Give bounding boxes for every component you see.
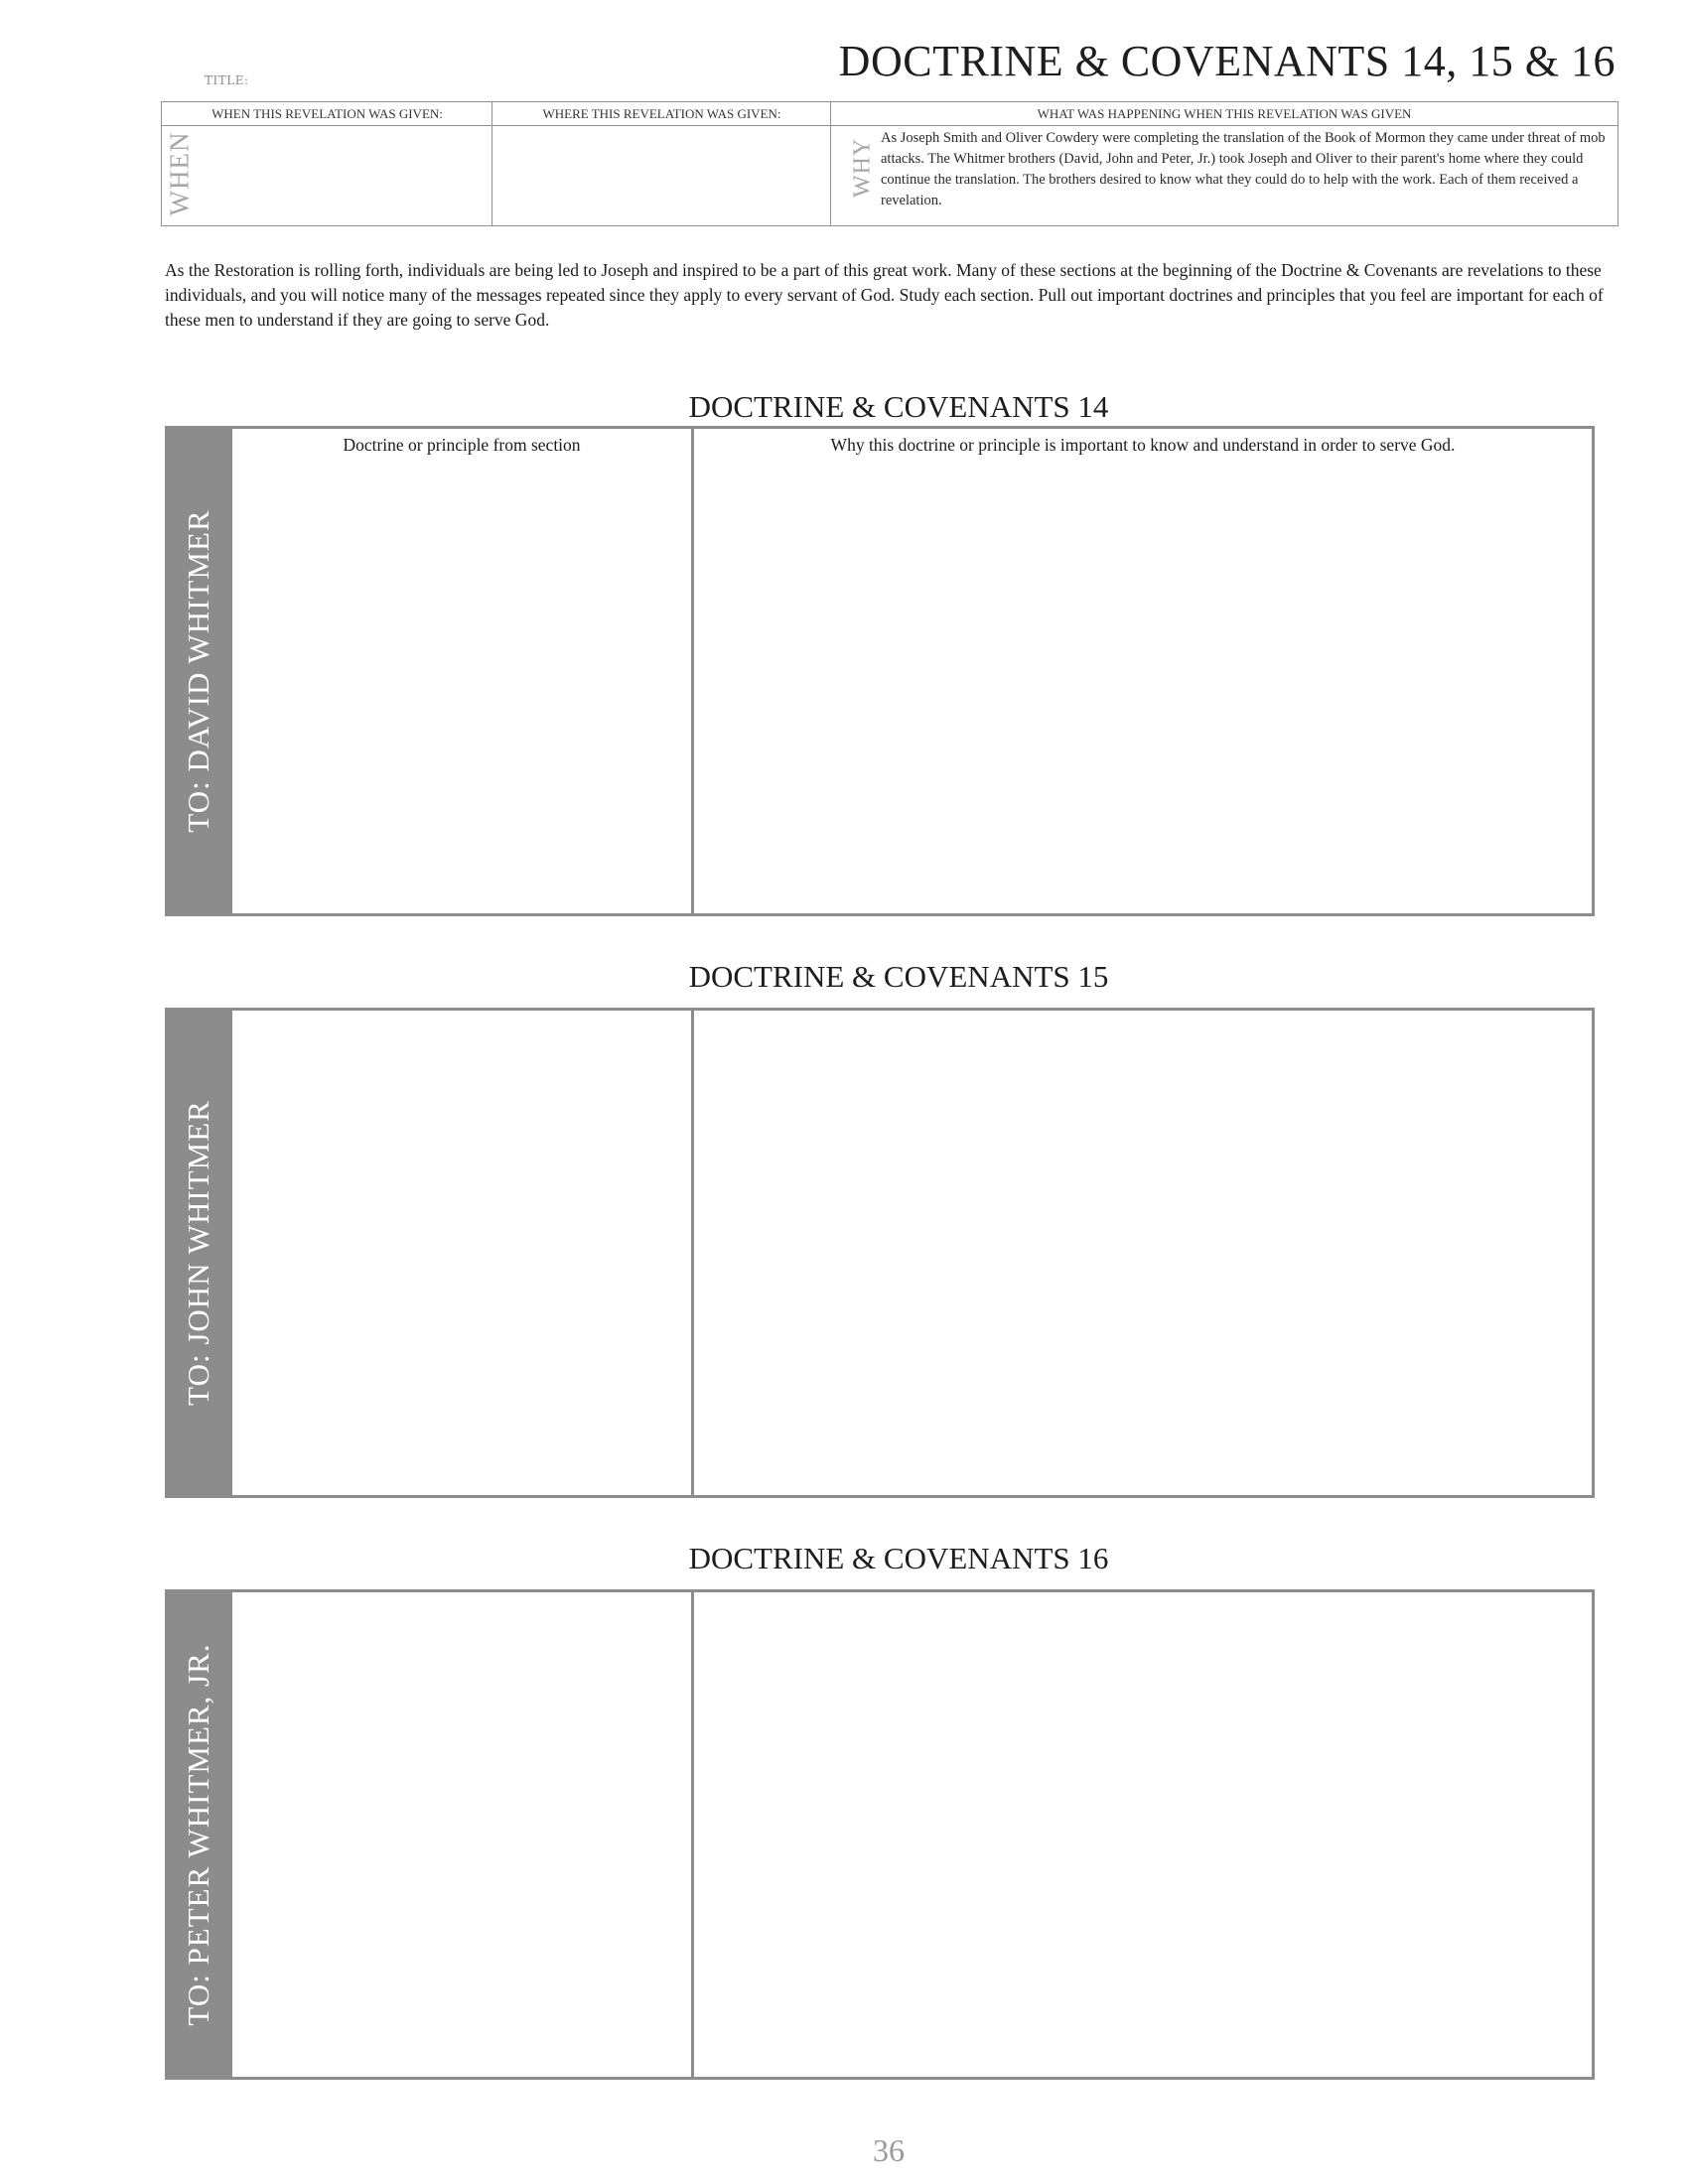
band-divider [229,1592,232,2077]
section-box-15 [165,1008,1595,1498]
recipient-band [168,1011,229,1495]
doctrine-answer-area[interactable] [233,463,688,911]
band-divider [229,1011,232,1495]
recipient-label: TO: PETER WHITMER, JR. [181,1643,215,2026]
table-divider [830,102,831,225]
intro-paragraph: As the Restoration is rolling forth, individuals are being led to Joseph and inspired to be a part of this great work. Many of these sections at the beginning of the Doctrine & Covenants are revelations to these individuals, and you will notice many of the messages repeated since they apply to every servant of God. Study each section. Pull out important doctrines and principles that you feel are important for each of these men to understand if they are going to serve God. [165,260,1604,330]
column-divider [691,1011,694,1495]
column-divider [691,429,694,913]
doctrine-column-header: Doctrine or principle from section [343,435,581,455]
section-box-16 [165,1589,1595,2080]
section-title-16: DOCTRINE & COVENANTS 16 [688,1541,1109,1575]
recipient-band [168,1592,229,2077]
why-label: WHY [849,137,876,199]
recipient-label: TO: DAVID WHITMER [181,509,215,833]
revelation-info-table [161,101,1618,226]
doctrine-answer-area[interactable] [233,1596,688,2075]
where-field[interactable] [495,128,827,223]
when-label: WHEN [164,131,195,216]
column-divider [691,1592,694,2077]
where-header: WHERE THIS REVELATION WAS GIVEN: [492,102,831,126]
section-box-14 [165,426,1595,916]
doctrine-answer-area[interactable] [233,1015,688,1493]
why-column-header: Why this doctrine or principle is important to know and understand in order to serve God. [830,435,1456,455]
recipient-band [168,429,229,913]
band-divider [229,429,232,913]
why-answer-area[interactable] [696,1596,1590,2075]
section-title-14: DOCTRINE & COVENANTS 14 [688,389,1109,424]
why-answer-area[interactable] [696,1015,1590,1493]
why-answer-area[interactable] [696,463,1590,911]
when-field[interactable] [194,128,488,223]
why-text: As Joseph Smith and Oliver Cowdery were completing the translation of the Book of Mormon they came under threat of mob attacks. The Whitmer brothers (David, John and Peter, Jr.) took Joseph and Oliver to their parent's home where they could continue the translation. The brothers desired to know what they could do to help with the work. Each of them received a revelation. [881,130,1606,208]
what-header: WHAT WAS HAPPENING WHEN THIS REVELATION WAS GIVEN [831,102,1618,126]
page-number: 36 [873,2132,905,2168]
recipient-label: TO: JOHN WHITMER [181,1100,215,1406]
when-header: WHEN THIS REVELATION WAS GIVEN: [162,102,492,126]
section-title-15: DOCTRINE & COVENANTS 15 [688,959,1109,994]
title-label: TITLE: [205,73,249,87]
page-title: DOCTRINE & COVENANTS 14, 15 & 16 [838,37,1616,85]
